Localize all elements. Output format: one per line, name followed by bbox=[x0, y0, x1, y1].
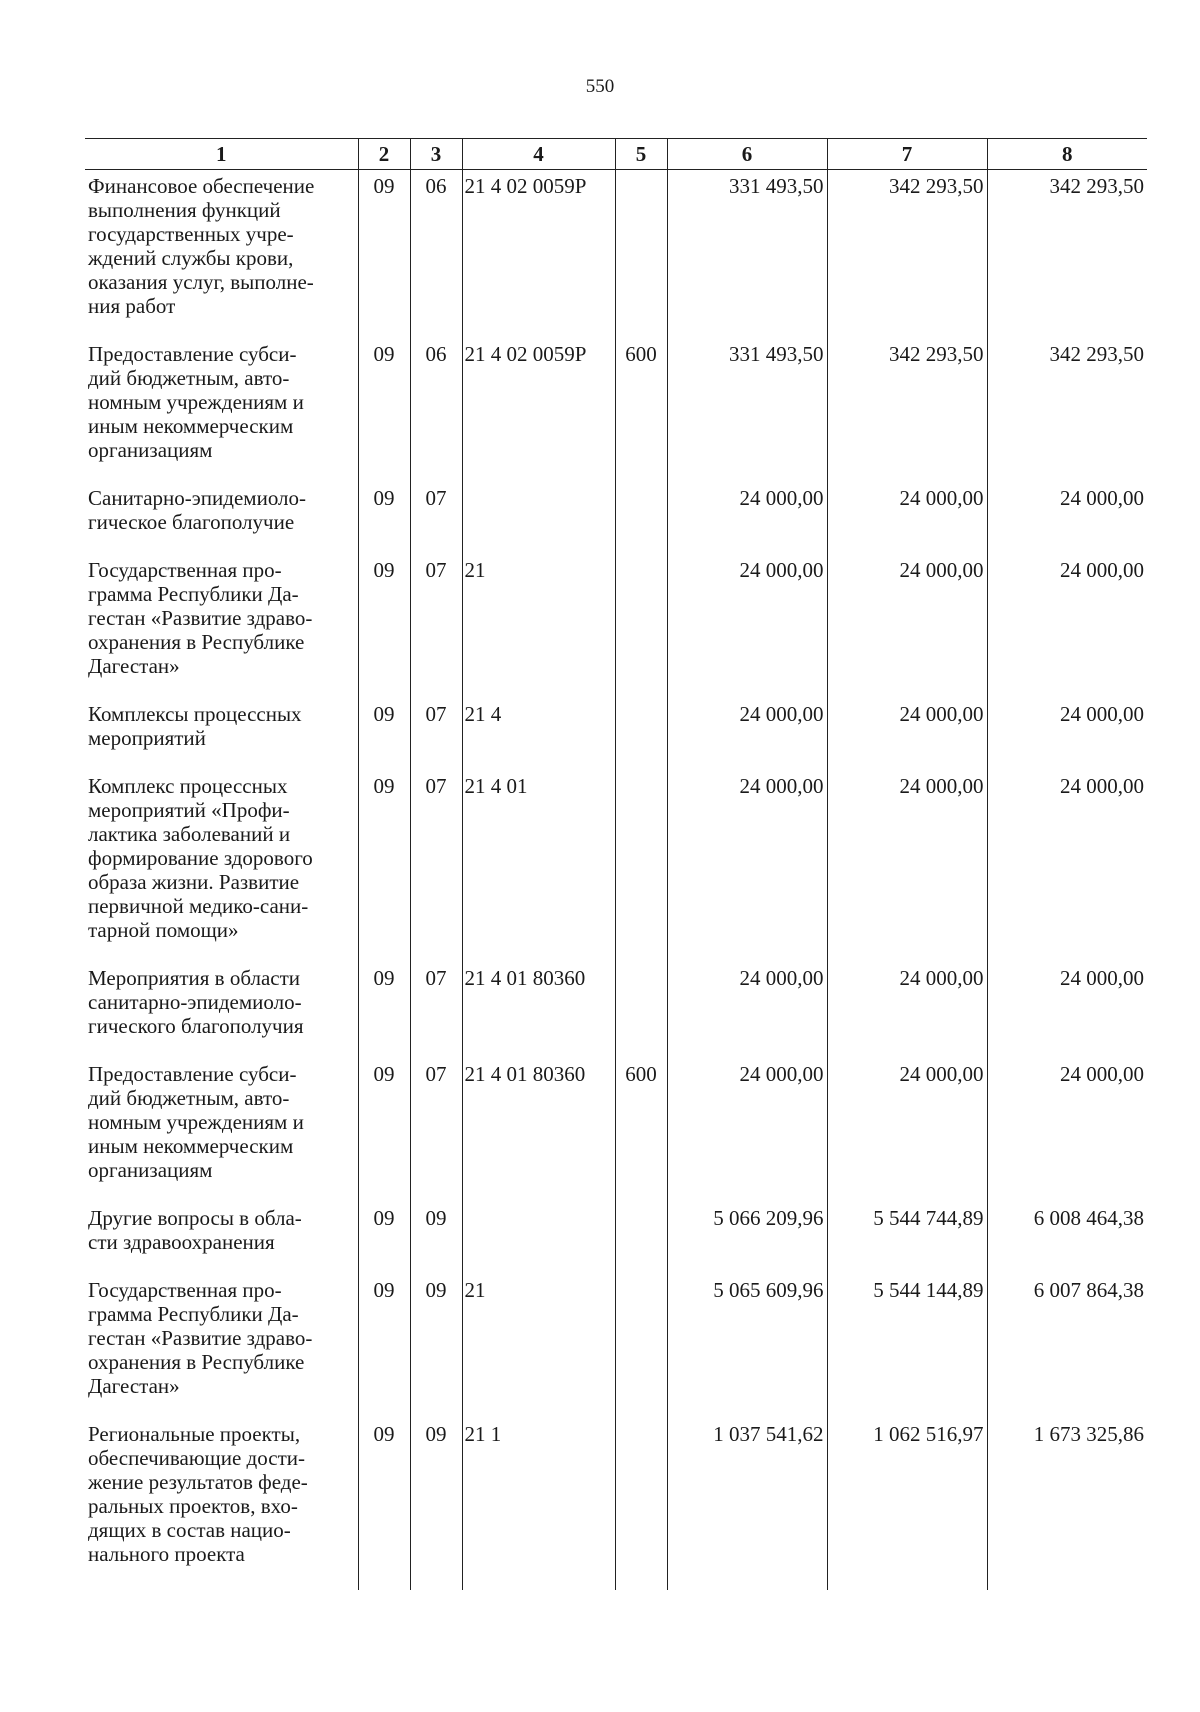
cell-subsection: 07 bbox=[410, 774, 462, 966]
cell-expense-type bbox=[615, 558, 667, 702]
cell-target-article: 21 bbox=[462, 558, 615, 702]
name-line: сти здравоохранения bbox=[88, 1230, 275, 1254]
name-line: Мероприятия в области bbox=[88, 966, 301, 990]
cell-name bbox=[85, 702, 358, 774]
name-line: дий бюджетным, авто- bbox=[88, 366, 290, 390]
name-line: нального проекта bbox=[88, 1542, 245, 1566]
name-line: дий бюджетным, авто- bbox=[88, 1086, 290, 1110]
cell-name bbox=[85, 342, 358, 486]
cell-amount-year-1: 24 000,00 bbox=[667, 966, 827, 1062]
cell-subsection: 07 bbox=[410, 486, 462, 558]
page-number: 550 bbox=[585, 76, 615, 97]
cell-name bbox=[85, 1278, 358, 1422]
name-line: Предоставление субси- bbox=[88, 1062, 297, 1086]
table-body bbox=[85, 170, 1147, 1591]
cell-expense-type: 600 bbox=[615, 342, 667, 486]
cell-amount-year-2: 24 000,00 bbox=[827, 558, 987, 702]
cell-section: 09 bbox=[358, 1278, 410, 1422]
name-line: мероприятий bbox=[88, 726, 206, 750]
cell-expense-type bbox=[615, 1278, 667, 1422]
name-line: гестан «Развитие здраво- bbox=[88, 606, 313, 630]
cell-amount-year-1: 24 000,00 bbox=[667, 702, 827, 774]
name-line: Дагестан» bbox=[88, 654, 180, 678]
name-line: ждений службы крови, bbox=[88, 246, 294, 270]
name-line: санитарно-эпидемиоло- bbox=[88, 990, 302, 1014]
cell-target-article: 21 4 01 80360 bbox=[462, 966, 615, 1062]
table-row bbox=[85, 558, 1147, 702]
name-line: гического благополучия bbox=[88, 1014, 304, 1038]
name-line: обеспечивающие дости- bbox=[88, 1446, 305, 1470]
name-line: охранения в Республике bbox=[88, 630, 305, 654]
column-header-2: 2 bbox=[358, 139, 410, 170]
name-line: оказания услуг, выполне- bbox=[88, 270, 314, 294]
cell-subsection: 09 bbox=[410, 1206, 462, 1278]
cell-target-article: 21 1 bbox=[462, 1422, 615, 1590]
name-line: Санитарно-эпидемиоло- bbox=[88, 486, 307, 510]
cell-amount-year-3: 342 293,50 bbox=[987, 342, 1147, 486]
name-line: дящих в состав нацио- bbox=[88, 1518, 291, 1542]
name-line: Другие вопросы в обла- bbox=[88, 1206, 302, 1230]
cell-target-article: 21 4 01 bbox=[462, 774, 615, 966]
table-row bbox=[85, 966, 1147, 1062]
cell-amount-year-1: 331 493,50 bbox=[667, 342, 827, 486]
cell-amount-year-1: 1 037 541,62 bbox=[667, 1422, 827, 1590]
cell-amount-year-1: 5 066 209,96 bbox=[667, 1206, 827, 1278]
cell-section: 09 bbox=[358, 1206, 410, 1278]
cell-amount-year-1: 331 493,50 bbox=[667, 170, 827, 343]
name-line: организациям bbox=[88, 1158, 213, 1182]
cell-section: 09 bbox=[358, 774, 410, 966]
cell-subsection: 07 bbox=[410, 558, 462, 702]
cell-section: 09 bbox=[358, 558, 410, 702]
table-row bbox=[85, 774, 1147, 966]
column-header-8: 8 bbox=[987, 139, 1147, 170]
cell-subsection: 09 bbox=[410, 1422, 462, 1590]
cell-amount-year-3: 24 000,00 bbox=[987, 774, 1147, 966]
cell-amount-year-2: 24 000,00 bbox=[827, 486, 987, 558]
cell-amount-year-2: 5 544 144,89 bbox=[827, 1278, 987, 1422]
name-line: Региональные проекты, bbox=[88, 1422, 301, 1446]
table-row bbox=[85, 486, 1147, 558]
cell-expense-type bbox=[615, 1206, 667, 1278]
table-row bbox=[85, 1062, 1147, 1206]
column-header-7: 7 bbox=[827, 139, 987, 170]
cell-amount-year-1: 24 000,00 bbox=[667, 558, 827, 702]
cell-section: 09 bbox=[358, 702, 410, 774]
name-line: Дагестан» bbox=[88, 1374, 180, 1398]
name-line: охранения в Республике bbox=[88, 1350, 305, 1374]
table-row bbox=[85, 342, 1147, 486]
cell-target-article bbox=[462, 1206, 615, 1278]
name-line: гическое благополучие bbox=[88, 510, 295, 534]
cell-subsection: 09 bbox=[410, 1278, 462, 1422]
cell-subsection: 07 bbox=[410, 702, 462, 774]
cell-amount-year-3: 24 000,00 bbox=[987, 702, 1147, 774]
cell-amount-year-3: 342 293,50 bbox=[987, 170, 1147, 343]
cell-amount-year-3: 1 673 325,86 bbox=[987, 1422, 1147, 1590]
name-line: Государственная про- bbox=[88, 1278, 282, 1302]
name-line: номным учреждениям и bbox=[88, 1110, 304, 1134]
cell-expense-type bbox=[615, 1422, 667, 1590]
name-line: ральных проектов, вхо- bbox=[88, 1494, 298, 1518]
cell-subsection: 06 bbox=[410, 342, 462, 486]
cell-name bbox=[85, 486, 358, 558]
cell-target-article: 21 4 01 80360 bbox=[462, 1062, 615, 1206]
table-header bbox=[85, 139, 1147, 170]
name-line: Комплекс процессных bbox=[88, 774, 288, 798]
cell-name bbox=[85, 170, 358, 343]
table-row bbox=[85, 1422, 1147, 1590]
cell-section: 09 bbox=[358, 342, 410, 486]
cell-amount-year-3: 24 000,00 bbox=[987, 558, 1147, 702]
name-line: жение результатов феде- bbox=[88, 1470, 308, 1494]
column-header-1: 1 bbox=[85, 139, 358, 170]
cell-amount-year-3: 6 008 464,38 bbox=[987, 1206, 1147, 1278]
name-line: Государственная про- bbox=[88, 558, 282, 582]
cell-section: 09 bbox=[358, 170, 410, 343]
table-row bbox=[85, 1206, 1147, 1278]
cell-amount-year-2: 5 544 744,89 bbox=[827, 1206, 987, 1278]
name-line: грамма Республики Да- bbox=[88, 1302, 299, 1326]
cell-subsection: 07 bbox=[410, 966, 462, 1062]
column-header-6: 6 bbox=[667, 139, 827, 170]
cell-name bbox=[85, 1206, 358, 1278]
cell-amount-year-1: 5 065 609,96 bbox=[667, 1278, 827, 1422]
cell-target-article bbox=[462, 486, 615, 558]
budget-table bbox=[85, 138, 1147, 1590]
cell-amount-year-3: 24 000,00 bbox=[987, 1062, 1147, 1206]
cell-amount-year-1: 24 000,00 bbox=[667, 774, 827, 966]
cell-name bbox=[85, 774, 358, 966]
cell-section: 09 bbox=[358, 486, 410, 558]
name-line: первичной медико-сани- bbox=[88, 894, 309, 918]
column-header-5: 5 bbox=[615, 139, 667, 170]
cell-section: 09 bbox=[358, 966, 410, 1062]
cell-expense-type bbox=[615, 486, 667, 558]
cell-amount-year-2: 24 000,00 bbox=[827, 702, 987, 774]
name-line: Предоставление субси- bbox=[88, 342, 297, 366]
cell-name bbox=[85, 966, 358, 1062]
cell-section: 09 bbox=[358, 1422, 410, 1590]
cell-name bbox=[85, 1062, 358, 1206]
name-line: выполнения функций bbox=[88, 198, 281, 222]
cell-amount-year-3: 24 000,00 bbox=[987, 966, 1147, 1062]
name-line: Комплексы процессных bbox=[88, 702, 302, 726]
cell-expense-type bbox=[615, 702, 667, 774]
cell-expense-type: 600 bbox=[615, 1062, 667, 1206]
name-line: иным некоммерческим bbox=[88, 1134, 294, 1158]
name-line: организациям bbox=[88, 438, 213, 462]
name-line: ния работ bbox=[88, 294, 176, 318]
name-line: тарной помощи» bbox=[88, 918, 239, 942]
cell-expense-type bbox=[615, 966, 667, 1062]
cell-expense-type bbox=[615, 774, 667, 966]
cell-amount-year-2: 24 000,00 bbox=[827, 966, 987, 1062]
name-line: Финансовое обеспечение bbox=[88, 174, 315, 198]
name-line: формирование здорового bbox=[88, 846, 313, 870]
cell-amount-year-1: 24 000,00 bbox=[667, 1062, 827, 1206]
cell-expense-type bbox=[615, 170, 667, 343]
table-row bbox=[85, 1278, 1147, 1422]
name-line: гестан «Развитие здраво- bbox=[88, 1326, 313, 1350]
cell-target-article: 21 bbox=[462, 1278, 615, 1422]
name-line: мероприятий «Профи- bbox=[88, 798, 290, 822]
column-header-3: 3 bbox=[410, 139, 462, 170]
name-line: лактика заболеваний и bbox=[88, 822, 291, 846]
cell-name bbox=[85, 1422, 358, 1590]
cell-subsection: 07 bbox=[410, 1062, 462, 1206]
cell-amount-year-2: 24 000,00 bbox=[827, 1062, 987, 1206]
cell-target-article: 21 4 bbox=[462, 702, 615, 774]
name-line: государственных учре- bbox=[88, 222, 294, 246]
name-line: образа жизни. Развитие bbox=[88, 870, 300, 894]
cell-amount-year-2: 342 293,50 bbox=[827, 170, 987, 343]
name-line: номным учреждениям и bbox=[88, 390, 304, 414]
name-line: иным некоммерческим bbox=[88, 414, 294, 438]
header-row bbox=[85, 139, 1147, 170]
cell-amount-year-2: 1 062 516,97 bbox=[827, 1422, 987, 1590]
cell-target-article: 21 4 02 0059Р bbox=[462, 170, 615, 343]
cell-amount-year-2: 342 293,50 bbox=[827, 342, 987, 486]
cell-target-article: 21 4 02 0059Р bbox=[462, 342, 615, 486]
cell-amount-year-3: 6 007 864,38 bbox=[987, 1278, 1147, 1422]
table-row bbox=[85, 170, 1147, 343]
cell-section: 09 bbox=[358, 1062, 410, 1206]
cell-amount-year-2: 24 000,00 bbox=[827, 774, 987, 966]
column-header-4: 4 bbox=[462, 139, 615, 170]
table-row bbox=[85, 702, 1147, 774]
cell-subsection: 06 bbox=[410, 170, 462, 343]
name-line: грамма Республики Да- bbox=[88, 582, 299, 606]
cell-amount-year-3: 24 000,00 bbox=[987, 486, 1147, 558]
cell-name bbox=[85, 558, 358, 702]
cell-amount-year-1: 24 000,00 bbox=[667, 486, 827, 558]
